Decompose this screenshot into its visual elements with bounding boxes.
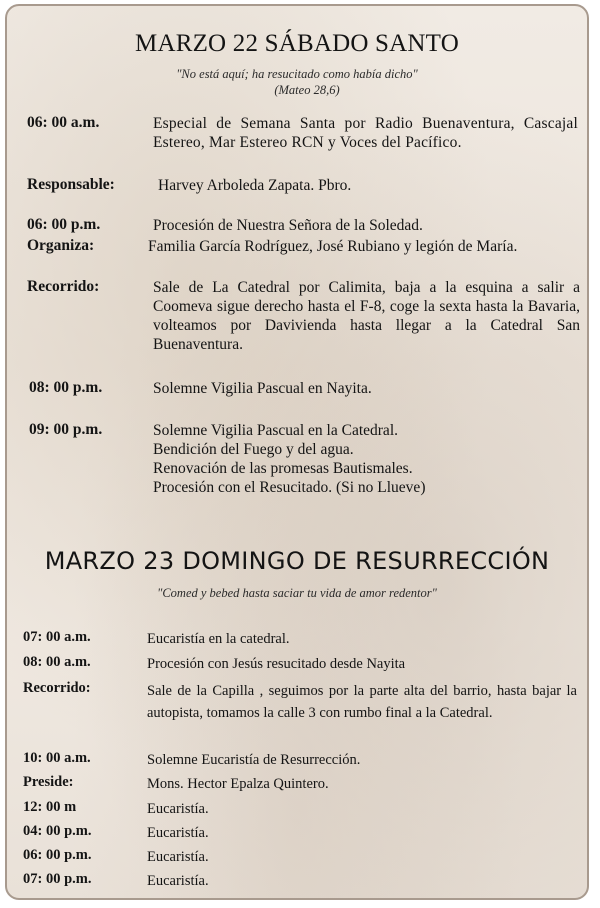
sun-entry-4-text: Solemne Eucaristía de Resurrección. — [147, 752, 361, 768]
sun-entry-2-time: 08: 00 a.m. — [23, 654, 91, 670]
sun-entry-9-text: Eucaristía. — [147, 873, 209, 889]
saturday-quote: "No está aquí; ha resucitado como había dicho" — [176, 67, 418, 81]
sat-entry-7-line-4: Procesión con el Resucitado. (Si no Llueve) — [153, 479, 426, 496]
sun-entry-1-text: Eucaristía en la catedral. — [147, 631, 290, 647]
sat-entry-7-time: 09: 00 p.m. — [29, 421, 103, 438]
sat-entry-2-label: Responsable: — [27, 176, 115, 193]
sat-entry-4-label: Organiza: — [27, 237, 95, 254]
sat-entry-7-lines — [153, 421, 583, 497]
sun-entry-5-text: Mons. Hector Epalza Quintero. — [147, 776, 329, 792]
sat-entry-6-time: 08: 00 p.m. — [29, 379, 103, 396]
sat-entry-3-text: Procesión de Nuestra Señora de la Soledad. — [153, 217, 423, 234]
sun-entry-3-label: Recorrido: — [23, 680, 91, 696]
sun-entry-8-text: Eucaristía. — [147, 849, 209, 865]
sun-entry-6-text: Eucaristía. — [147, 801, 209, 817]
sat-entry-3-time: 06: 00 p.m. — [27, 216, 101, 233]
sun-entry-2-text: Procesión con Jesús resucitado desde Nayita — [147, 656, 406, 672]
sun-entry-9-time: 07: 00 p.m. — [23, 871, 92, 887]
sat-entry-6-text: Solemne Vigilia Pascual en Nayita. — [153, 380, 372, 397]
sunday-quote: "Comed y bebed hasta saciar tu vida de amor redentor" — [157, 586, 437, 600]
sun-entry-1-time: 07: 00 a.m. — [23, 629, 91, 645]
schedule-sheet — [5, 4, 589, 900]
sat-entry-4-text: Familia García Rodríguez, José Rubiano y legión de María. — [148, 238, 518, 255]
sun-entry-8-time: 06: 00 p.m. — [23, 847, 92, 863]
sat-entry-7-line-3: Renovación de las promesas Bautismales. — [153, 460, 413, 477]
sun-entry-5-label: Preside: — [23, 774, 74, 790]
sun-entry-6-time: 12: 00 m — [23, 799, 77, 815]
sun-entry-3-text: Sale de la Capilla , seguimos por la parte alta del barrio, hasta bajar la autopista, tomamos la calle 3 con rumbo final a la Catedral. — [147, 683, 577, 721]
sun-entry-7-text: Eucaristía. — [147, 825, 209, 841]
sat-entry-7-line-1: Solemne Vigilia Pascual en la Catedral. — [153, 422, 398, 439]
sun-entry-7-time: 04: 00 p.m. — [23, 823, 92, 839]
sat-entry-1-text: Especial de Semana Santa por Radio Buenaventura, Cascajal Estereo, Mar Estereo RCN y Voces del Pacífico. — [153, 115, 578, 151]
saturday-reference: (Mateo 28,6) — [274, 83, 340, 97]
sat-entry-7-line-2: Bendición del Fuego y del agua. — [153, 441, 354, 458]
sat-entry-5-text: Sale de La Catedral por Calimita, baja a la esquina a salir a Coomeva sigue derecho hasta el F-8, coge la sexta hasta la Bavaria, volteamos por Davivienda hasta llegar a la Catedral San Buenaventura. — [153, 279, 580, 353]
sunday-title: MARZO 23 DOMINGO DE RESURRECCIÓN — [44, 547, 550, 575]
sat-entry-5-label: Recorrido: — [27, 278, 100, 295]
sat-entry-2-text: Harvey Arboleda Zapata. Pbro. — [158, 177, 352, 194]
saturday-title: MARZO 22 SÁBADO SANTO — [135, 30, 459, 57]
sat-entry-1-time: 06: 00 a.m. — [27, 114, 100, 131]
sun-entry-4-time: 10: 00 a.m. — [23, 750, 91, 766]
